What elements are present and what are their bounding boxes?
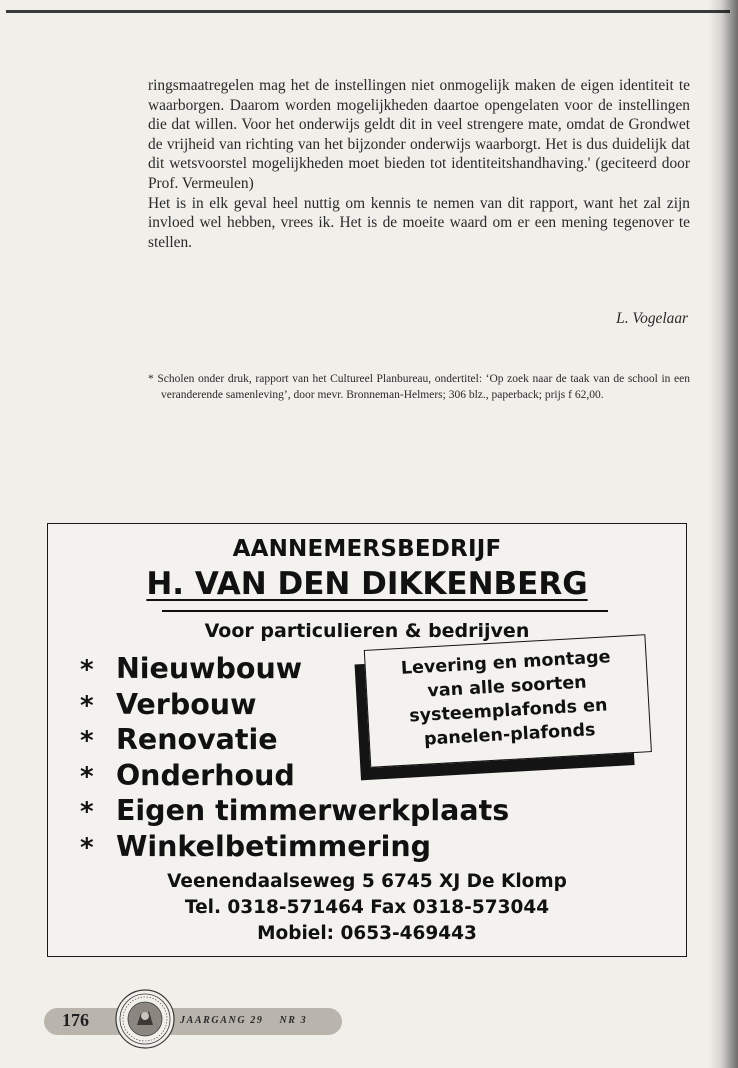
callout-line: van alle soorten xyxy=(426,672,588,702)
asterisk-bullet: * xyxy=(80,655,94,685)
volume-info xyxy=(180,1015,323,1026)
callout-line: Levering en montage xyxy=(400,647,611,679)
issue-label: NR 3 xyxy=(279,1015,308,1026)
asterisk-bullet: * xyxy=(80,690,94,721)
footnote: * Scholen onder druk, rapport van het Cultureel Planbureau, ondertitel: ‘Op zoek naar de taak van de school in een veranderende samenleving’, door mevr. Bronneman-Helmers; 306 blz., paperback; prijs f 62,00. xyxy=(148,373,690,402)
asterisk-bullet: * xyxy=(80,797,94,828)
ad-divider xyxy=(162,610,608,612)
article-paragraph-2: Het is in elk geval heel nuttig om kennis te nemen van dit rapport, want het zal zijn invloed wel hebben, vrees ik. Het is de moeite waard om er een mening tegenover te stellen. xyxy=(148,194,690,251)
service-label: Winkelbetimmering xyxy=(115,829,432,863)
callout-text xyxy=(364,634,652,768)
ad-company-name: H. VAN DEN DIKKENBERG xyxy=(146,566,588,602)
list-item xyxy=(80,830,509,866)
ad-heading: AANNEMERSBEDRIJF xyxy=(232,536,502,562)
article-body xyxy=(148,76,690,252)
page-number: 176 xyxy=(62,1010,89,1030)
callout-line: systeemplafonds en xyxy=(408,695,608,727)
list-item xyxy=(80,794,509,830)
service-label: Renovatie xyxy=(115,723,278,757)
asterisk-bullet: * xyxy=(80,832,94,863)
article-paragraph-1: ringsmaatregelen mag het de instellingen niet onmogelijk maken de eigen identiteit te waarborgen. Daarom worden mogelijkheden daartoe opengelaten voor de instellingen die dat willen. Voor het onderwijs geldt dit in veel strengere mate, omdat de Grondwet de vrijheid van richting van het bijzonder onderwijs waarborgt. Het is dus duidelijk dat dit wetsvoorstel mogelijkheden moet bieden tot identiteitshandhaving.' (geciteerd door Prof. Vermeulen) xyxy=(148,77,690,192)
ad-tagline: Voor particulieren & bedrijven xyxy=(204,620,530,642)
callout-line: panelen-plafonds xyxy=(423,720,596,750)
emblem-seal-icon xyxy=(115,989,175,1049)
ad-address-line: Veenendaalseweg 5 6745 XJ De Klomp xyxy=(167,871,567,892)
advertisement xyxy=(47,523,687,957)
author-signature: L. Vogelaar xyxy=(616,310,688,327)
volume-label: JAARGANG 29 xyxy=(180,1015,264,1026)
ad-contact xyxy=(48,869,686,947)
top-rule xyxy=(6,10,730,13)
asterisk-bullet: * xyxy=(80,761,94,792)
service-label: Onderhoud xyxy=(115,758,295,792)
service-label: Nieuwbouw xyxy=(115,652,303,685)
asterisk-bullet: * xyxy=(80,726,94,757)
service-label: Verbouw xyxy=(115,687,257,721)
spine-shadow xyxy=(708,0,738,1068)
ad-mobile: Mobiel: 0653-469443 xyxy=(257,923,477,944)
callout-box xyxy=(364,634,652,774)
service-label: Eigen timmerwerkplaats xyxy=(115,794,510,828)
ad-phone-fax: Tel. 0318-571464 Fax 0318-573044 xyxy=(184,897,550,918)
